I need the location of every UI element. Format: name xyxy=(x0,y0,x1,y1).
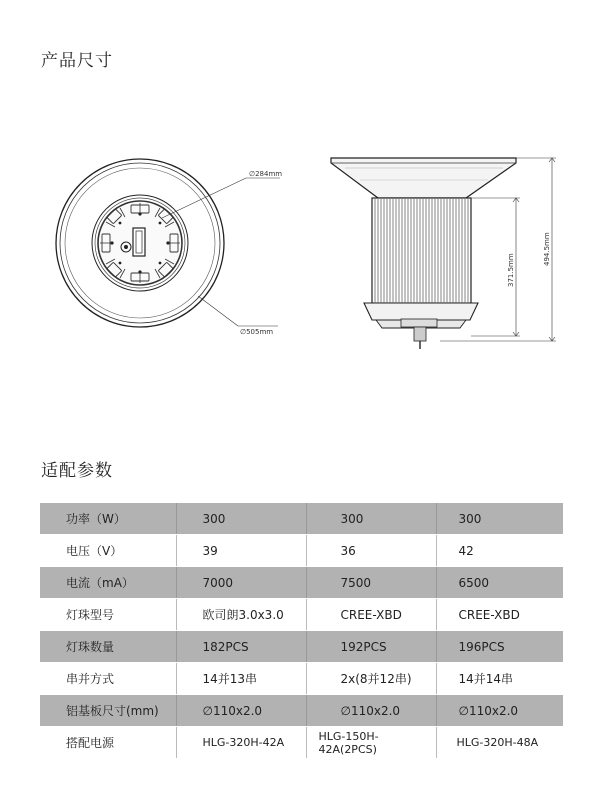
row-value: 14并14串 xyxy=(436,663,563,695)
row-label: 电流（mA） xyxy=(40,567,176,599)
row-value: HLG-150H-42A(2PCS) xyxy=(306,727,436,759)
row-value: CREE-XBD xyxy=(436,599,563,631)
top-outer-diameter: ∅505mm xyxy=(240,328,274,336)
table-row xyxy=(40,727,563,759)
row-label: 搭配电源 xyxy=(40,727,176,759)
row-value: 14并13串 xyxy=(176,663,306,695)
row-value: 196PCS xyxy=(436,631,563,663)
row-value: 192PCS xyxy=(306,631,436,663)
row-value: 300 xyxy=(306,503,436,535)
table-row xyxy=(40,599,563,631)
row-value: 300 xyxy=(436,503,563,535)
table-row xyxy=(40,663,563,695)
row-value: 欧司朗3.0x3.0 xyxy=(176,599,306,631)
params-table xyxy=(40,503,563,759)
row-label: 灯珠数量 xyxy=(40,631,176,663)
row-value: 7500 xyxy=(306,567,436,599)
row-label: 功率（W） xyxy=(40,503,176,535)
section-title-params: 适配参数 xyxy=(41,461,113,481)
side-total-height: 494.5mm xyxy=(543,232,551,266)
table-row xyxy=(40,567,563,599)
table-row xyxy=(40,695,563,727)
row-label: 电压（V） xyxy=(40,535,176,567)
row-value: CREE-XBD xyxy=(306,599,436,631)
row-value: ∅110x2.0 xyxy=(176,695,306,727)
side-body-height: 371.5mm xyxy=(507,253,515,287)
row-value: 6500 xyxy=(436,567,563,599)
table-row xyxy=(40,503,563,535)
section-title-dimensions: 产品尺寸 xyxy=(41,51,113,71)
side-view xyxy=(331,158,556,349)
row-label: 铝基板尺寸(mm) xyxy=(40,695,176,727)
table-row xyxy=(40,535,563,567)
row-value: ∅110x2.0 xyxy=(306,695,436,727)
row-value: 42 xyxy=(436,535,563,567)
row-value: 182PCS xyxy=(176,631,306,663)
row-value: 39 xyxy=(176,535,306,567)
row-value: HLG-320H-48A xyxy=(436,727,563,759)
dimension-drawing xyxy=(0,140,604,355)
row-value: 7000 xyxy=(176,567,306,599)
row-value: HLG-320H-42A xyxy=(176,727,306,759)
row-value: 2x(8并12串) xyxy=(306,663,436,695)
row-value: ∅110x2.0 xyxy=(436,695,563,727)
row-label: 灯珠型号 xyxy=(40,599,176,631)
table-row xyxy=(40,631,563,663)
row-value: 36 xyxy=(306,535,436,567)
row-value: 300 xyxy=(176,503,306,535)
row-label: 串并方式 xyxy=(40,663,176,695)
top-inner-diameter: ∅284mm xyxy=(249,170,283,178)
top-view xyxy=(56,159,282,336)
